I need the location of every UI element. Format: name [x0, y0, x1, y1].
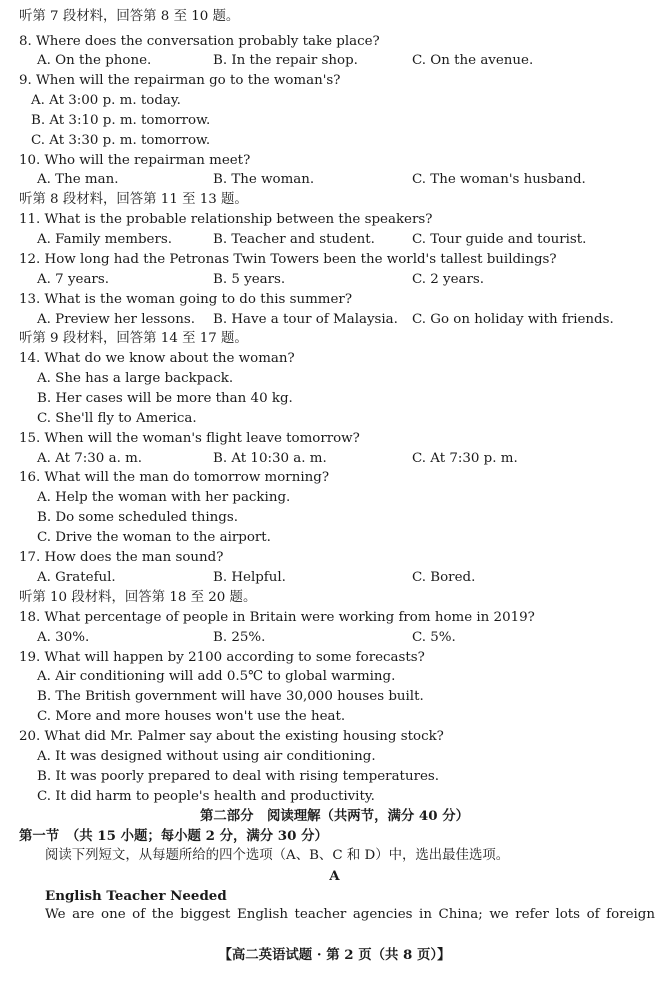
section-header-10: 听第 10 段材料，回答第 18 至 20 题。 — [19, 590, 257, 605]
question-18-stem: 18. What percentage of people in Britain were working from home in 2019? — [19, 610, 535, 625]
q19-option-c: C. More and more houses won't use the heat. — [37, 709, 346, 724]
question-13-stem: 13. What is the woman going to do this summer? — [19, 292, 353, 307]
q9-option-a: A. At 3:00 p. m. today. — [31, 93, 181, 108]
q18-option-a: A. 30%. — [37, 630, 90, 645]
question-12-stem: 12. How long had the Petronas Twin Towers been the world's tallest buildings? — [19, 252, 557, 267]
section-header-7: 听第 7 段材料，回答第 8 至 10 题。 — [19, 9, 240, 24]
q8-option-c: C. On the avenue. — [412, 53, 534, 68]
q14-option-c: C. She'll fly to America. — [37, 411, 197, 426]
q9-option-b: B. At 3:10 p. m. tomorrow. — [31, 113, 211, 128]
q18-option-b: B. 25%. — [213, 630, 266, 645]
passage-label: A — [329, 868, 340, 884]
q10-option-c: C. The woman's husband. — [412, 172, 586, 187]
q14-option-b: B. Her cases will be more than 40 kg. — [37, 391, 293, 406]
q17-option-a: A. Grateful. — [37, 570, 116, 585]
q11-option-b: B. Teacher and student. — [213, 232, 375, 247]
q13-option-c: C. Go on holiday with friends. — [412, 312, 614, 327]
q17-option-c: C. Bored. — [412, 570, 476, 585]
question-10-stem: 10. Who will the repairman meet? — [19, 153, 251, 168]
q20-option-c: C. It did harm to people's health and productivity. — [37, 789, 375, 804]
q15-option-a: A. At 7:30 a. m. — [37, 451, 143, 466]
q18-option-c: C. 5%. — [412, 630, 456, 645]
question-14-stem: 14. What do we know about the woman? — [19, 351, 295, 366]
q15-option-b: B. At 10:30 a. m. — [213, 451, 327, 466]
section-header-9: 听第 9 段材料，回答第 14 至 17 题。 — [19, 331, 248, 346]
q10-option-b: B. The woman. — [213, 172, 315, 187]
q20-option-a: A. It was designed without using air conditioning. — [37, 749, 376, 764]
q12-option-c: C. 2 years. — [412, 272, 485, 287]
part2-section1: 第一节 （共 15 小题；每小题 2 分，满分 30 分） — [19, 828, 328, 844]
q11-option-c: C. Tour guide and tourist. — [412, 232, 587, 247]
page-footer: 【高二英语试题 · 第 2 页（共 8 页）】 — [218, 947, 451, 963]
q16-option-c: C. Drive the woman to the airport. — [37, 530, 271, 545]
q13-option-a: A. Preview her lessons. — [37, 312, 195, 327]
q16-option-b: B. Do some scheduled things. — [37, 510, 238, 525]
q16-option-a: A. Help the woman with her packing. — [37, 490, 291, 505]
q12-option-b: B. 5 years. — [213, 272, 286, 287]
part2-title: 第二部分 阅读理解（共两节，满分 40 分） — [200, 808, 469, 824]
q14-option-a: A. She has a large backpack. — [37, 371, 234, 386]
q11-option-a: A. Family members. — [37, 232, 172, 247]
question-17-stem: 17. How does the man sound? — [19, 550, 224, 565]
passage-line-1: We are one of the biggest English teacher agencies in China; we refer lots of foreign — [45, 907, 655, 922]
q10-option-a: A. The man. — [37, 172, 119, 187]
passage-title: English Teacher Needed — [45, 888, 227, 904]
q19-option-a: A. Air conditioning will add 0.5℃ to global warming. — [37, 669, 396, 684]
q15-option-c: C. At 7:30 p. m. — [412, 451, 518, 466]
q8-option-a: A. On the phone. — [37, 53, 152, 68]
question-9-stem: 9. When will the repairman go to the woman's? — [19, 73, 341, 88]
question-11-stem: 11. What is the probable relationship between the speakers? — [19, 212, 433, 227]
question-8-stem: 8. Where does the conversation probably take place? — [19, 34, 380, 49]
q17-option-b: B. Helpful. — [213, 570, 286, 585]
q19-option-b: B. The British government will have 30,000 houses built. — [37, 689, 424, 704]
question-20-stem: 20. What did Mr. Palmer say about the existing housing stock? — [19, 729, 444, 744]
q13-option-b: B. Have a tour of Malaysia. — [213, 312, 398, 327]
question-16-stem: 16. What will the man do tomorrow morning? — [19, 470, 329, 485]
q12-option-a: A. 7 years. — [37, 272, 109, 287]
q9-option-c: C. At 3:30 p. m. tomorrow. — [31, 133, 211, 148]
question-15-stem: 15. When will the woman's flight leave tomorrow? — [19, 431, 360, 446]
q8-option-b: B. In the repair shop. — [213, 53, 358, 68]
part2-instruction: 阅读下列短文，从每题所给的四个选项（A、B、C 和 D）中，选出最佳选项。 — [45, 848, 510, 863]
section-header-8: 听第 8 段材料，回答第 11 至 13 题。 — [19, 192, 248, 207]
question-19-stem: 19. What will happen by 2100 according to some forecasts? — [19, 650, 425, 665]
q20-option-b: B. It was poorly prepared to deal with rising temperatures. — [37, 769, 440, 784]
